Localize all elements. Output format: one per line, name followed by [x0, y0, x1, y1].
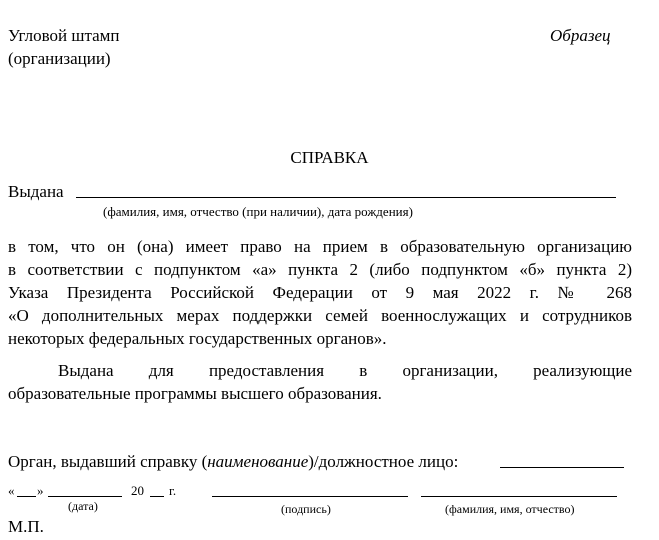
- corner-stamp-org-label: (организации): [8, 49, 111, 68]
- purpose-paragraph: [8, 359, 632, 405]
- year-prefix: 20: [131, 483, 144, 498]
- date-hint: (дата): [68, 499, 98, 513]
- authority-blank: [500, 467, 624, 468]
- authority-label: [8, 450, 458, 473]
- authority-label-prefix: Орган, выдавший справку (: [8, 452, 208, 471]
- purpose-line-1-text: Выдана для предоставления в организации, реализующие: [58, 361, 632, 380]
- month-blank: [48, 496, 122, 497]
- purpose-line-2: образовательные программы высшего образования.: [8, 384, 382, 403]
- sample-label: Образец: [550, 26, 611, 45]
- purpose-line-1: [8, 359, 632, 382]
- body-line-5: некоторых федеральных государственных органов».: [8, 329, 387, 348]
- body-line-1: в том, что он (она) имеет право на прием в образовательную организацию: [8, 237, 632, 256]
- body-line-3: Указа Президента Российской Федерации от 9 мая 2022 г. № 268: [8, 283, 632, 302]
- name-blank: [421, 496, 617, 497]
- body-paragraph: [8, 235, 632, 350]
- day-blank: [17, 496, 36, 497]
- authority-label-italic: наименование: [207, 452, 309, 471]
- authority-label-suffix: )/должностное лицо:: [308, 452, 459, 471]
- signature-hint: (подпись): [281, 502, 331, 516]
- year-suffix: г.: [169, 483, 177, 498]
- document-title: СПРАВКА: [290, 148, 369, 167]
- signature-blank: [212, 496, 408, 497]
- date-close-quote: »: [37, 483, 44, 498]
- issued-to-label: Выдана: [8, 182, 64, 201]
- year-blank: [150, 496, 164, 497]
- name-hint: (фамилия, имя, отчество): [445, 502, 575, 516]
- date-open-quote: «: [8, 483, 15, 498]
- issued-to-hint: (фамилия, имя, отчество (при наличии), дата рождения): [103, 204, 413, 219]
- issued-to-blank: [76, 197, 616, 198]
- body-line-2: в соответствии с подпунктом «а» пункта 2 (либо подпунктом «б» пункта 2): [8, 260, 632, 279]
- body-line-4: «О дополнительных мерах поддержки семей военнослужащих и сотрудников: [8, 306, 632, 325]
- corner-stamp-label: Угловой штамп: [8, 26, 120, 45]
- seal-label: М.П.: [8, 517, 44, 536]
